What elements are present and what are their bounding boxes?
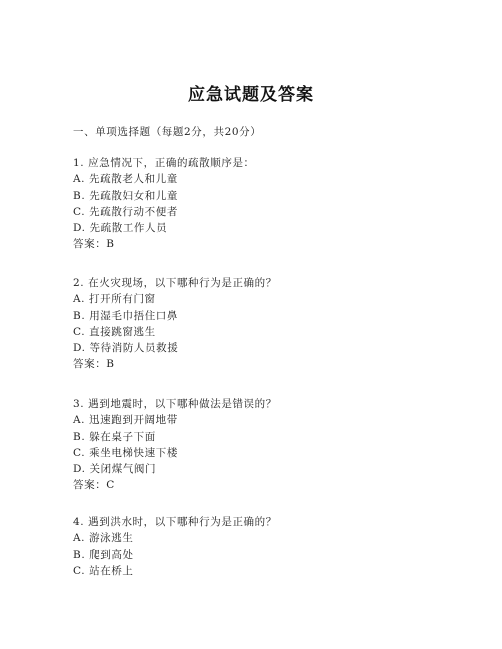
option-d: D. 先疏散工作人员 <box>73 222 168 235</box>
option-a: A. 先疏散老人和儿童 <box>73 173 178 186</box>
question-text: 2. 在火灾现场，以下哪种行为是正确的？ <box>73 277 277 289</box>
option-c: C. 直接跳窗逃生 <box>73 325 156 338</box>
option-b: B. 爬到高处 <box>73 548 134 561</box>
question-block-2 <box>73 275 277 373</box>
question-block-4 <box>73 514 277 579</box>
question-block-3 <box>73 396 277 494</box>
question-block-1 <box>73 155 255 253</box>
question-text: 4. 遇到洪水时，以下哪种行为是正确的？ <box>73 516 277 528</box>
option-b: B. 躲在桌子下面 <box>73 430 156 443</box>
option-a: A. 打开所有门窗 <box>73 293 156 306</box>
answer-line: 答案：B <box>73 358 115 371</box>
question-text: 1. 应急情况下，正确的疏散顺序是： <box>73 157 255 169</box>
option-d: D. 关闭煤气阀门 <box>73 463 157 476</box>
option-d: D. 等待消防人员救援 <box>73 342 179 355</box>
answer-line: 答案：C <box>73 479 115 492</box>
option-c: C. 站在桥上 <box>73 564 134 577</box>
option-b: B. 先疏散妇女和儿童 <box>73 189 178 202</box>
option-b: B. 用湿毛巾捂住口鼻 <box>73 309 178 322</box>
document-title: 应急试题及答案 <box>188 85 314 105</box>
section-heading: 一、单项选择题（每题2分，共20分） <box>73 126 262 138</box>
option-a: A. 迅速跑到开阔地带 <box>73 414 178 427</box>
option-c: C. 乘坐电梯快速下楼 <box>73 446 178 459</box>
answer-line: 答案：B <box>73 238 115 251</box>
question-text: 3. 遇到地震时，以下哪种做法是错误的？ <box>73 398 277 410</box>
option-a: A. 游泳逃生 <box>73 532 134 545</box>
option-c: C. 先疏散行动不便者 <box>73 205 178 218</box>
